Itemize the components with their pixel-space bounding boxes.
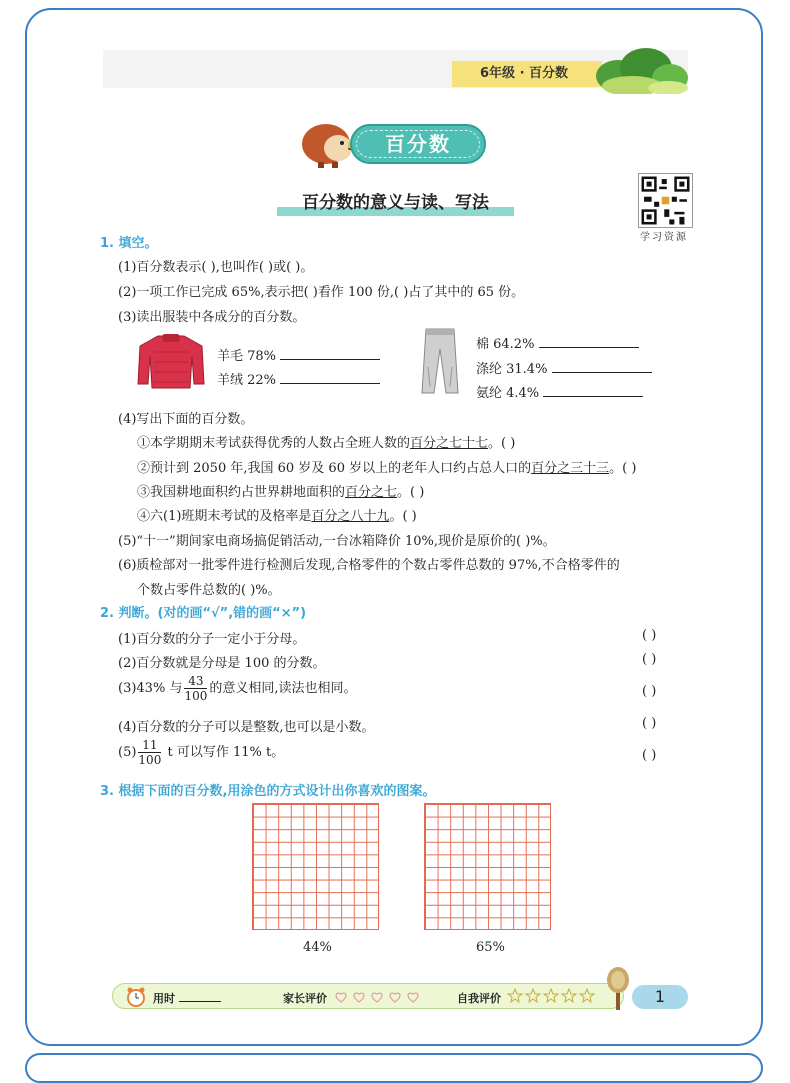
s2-q4-answer[interactable]: ( ) xyxy=(642,716,657,731)
section-1-heading: 1. 填空。 xyxy=(100,236,158,251)
s2-q3: (3)43% 与 $\frac{43}{100}$ 的意义相同,读法也相同。 xyxy=(118,674,357,703)
qr-label: 学习资源 xyxy=(640,232,688,243)
answer-blank[interactable] xyxy=(543,396,643,397)
section-3-heading: 3. 根据下面的百分数,用涂色的方式设计出你喜欢的图案。 xyxy=(100,784,436,799)
pants-spandex xyxy=(476,382,643,401)
page-number: 1 xyxy=(632,985,688,1009)
pants-polyester xyxy=(476,358,652,377)
sweater-cashmere-label: 羊绒 22% xyxy=(217,373,277,388)
evaluation-footer xyxy=(112,983,624,1009)
fraction: $\frac{11}{100}$ xyxy=(138,738,162,767)
fraction: $\frac{43}{100}$ xyxy=(184,674,208,703)
s2-q1: (1)百分数的分子一定小于分母。 xyxy=(118,632,306,647)
s2-q1-answer[interactable]: ( ) xyxy=(642,628,657,643)
self-stars[interactable] xyxy=(507,988,595,1004)
s1-q5: (5)“十一”期间家电商场搞促销活动,一台冰箱降价 10%,现价是原价的( )%。 xyxy=(118,534,556,549)
alarm-clock-icon xyxy=(125,986,147,1008)
s2-q5: (5) $\frac{11}{100}$ t 可以写作 11% t。 xyxy=(118,738,285,767)
answer-blank[interactable] xyxy=(280,383,380,384)
parent-hearts[interactable] xyxy=(333,989,425,1005)
bush-illustration xyxy=(588,46,688,94)
s2-q5-answer[interactable]: ( ) xyxy=(642,748,657,763)
lesson-title: 百分数 xyxy=(385,132,451,156)
answer-blank[interactable] xyxy=(552,372,652,373)
s1-q4: (4)写出下面的百分数。 xyxy=(118,412,254,427)
section-subtitle xyxy=(277,193,514,216)
parent-eval-label: 家长评价 xyxy=(283,992,327,1005)
coloring-grid-65[interactable] xyxy=(424,803,551,930)
coloring-grid-44[interactable] xyxy=(252,803,379,930)
s1-q4-1: ①本学期期末考试获得优秀的人数占全班人数的百分之七十七。( ) xyxy=(137,436,516,451)
grade-tag: 6年级 · 百分数 xyxy=(452,61,602,87)
s1-q4-4: ④六(1)班期末考试的及格率是百分之八十九。( ) xyxy=(137,509,417,524)
self-eval-label: 自我评价 xyxy=(457,992,501,1005)
lesson-title-banner xyxy=(350,124,486,164)
s2-q3-answer[interactable]: ( ) xyxy=(642,684,657,699)
pants-cotton xyxy=(476,333,639,352)
s1-q3: (3)读出服装中各成分的百分数。 xyxy=(118,310,306,325)
pants-icon xyxy=(418,327,462,399)
s1-q6a: (6)质检部对一批零件进行检测后发现,合格零件的个数占零件总数的 97%,不合格零件的 xyxy=(118,558,620,573)
time-input[interactable] xyxy=(179,988,221,1002)
qr-code[interactable] xyxy=(638,173,693,228)
s1-q1: (1)百分数表示( ),也叫作( )或( )。 xyxy=(118,260,314,275)
sweater-wool xyxy=(217,345,380,364)
sweater-cashmere xyxy=(217,369,380,388)
s1-q6b: 个数占零件总数的( )%。 xyxy=(137,583,281,598)
answer-blank[interactable] xyxy=(280,359,380,360)
next-page-frame xyxy=(25,1053,763,1083)
pants-cotton-label: 棉 64.2% xyxy=(476,337,535,352)
tree-icon xyxy=(604,966,632,1012)
pants-polyester-label: 涤纶 31.4% xyxy=(476,362,548,377)
s1-q4-3: ③我国耕地面积约占世界耕地面积的百分之七。( ) xyxy=(137,485,425,500)
sweater-wool-label: 羊毛 78% xyxy=(217,349,277,364)
section-2-heading: 2. 判断。(对的画“√”,错的画“×”) xyxy=(100,606,307,621)
pants-spandex-label: 氨纶 4.4% xyxy=(476,386,540,401)
time-label: 用时 xyxy=(153,992,175,1005)
grid-label-44: 44% xyxy=(303,940,332,955)
s2-q4: (4)百分数的分子可以是整数,也可以是小数。 xyxy=(118,720,375,735)
sweater-icon xyxy=(136,332,206,390)
answer-blank[interactable] xyxy=(539,347,639,348)
grid-label-65: 65% xyxy=(476,940,505,955)
s1-q4-2: ②预计到 2050 年,我国 60 岁及 60 岁以上的老年人口约占总人口的百分之三十三。( ) xyxy=(137,461,637,476)
subtitle-text: 百分数的意义与读、写法 xyxy=(302,193,489,213)
s1-q2: (2)一项工作已完成 65%,表示把( )看作 100 份,( )占了其中的 65 份。 xyxy=(118,285,525,300)
s2-q2: (2)百分数就是分母是 100 的分数。 xyxy=(118,656,326,671)
s2-q2-answer[interactable]: ( ) xyxy=(642,652,657,667)
